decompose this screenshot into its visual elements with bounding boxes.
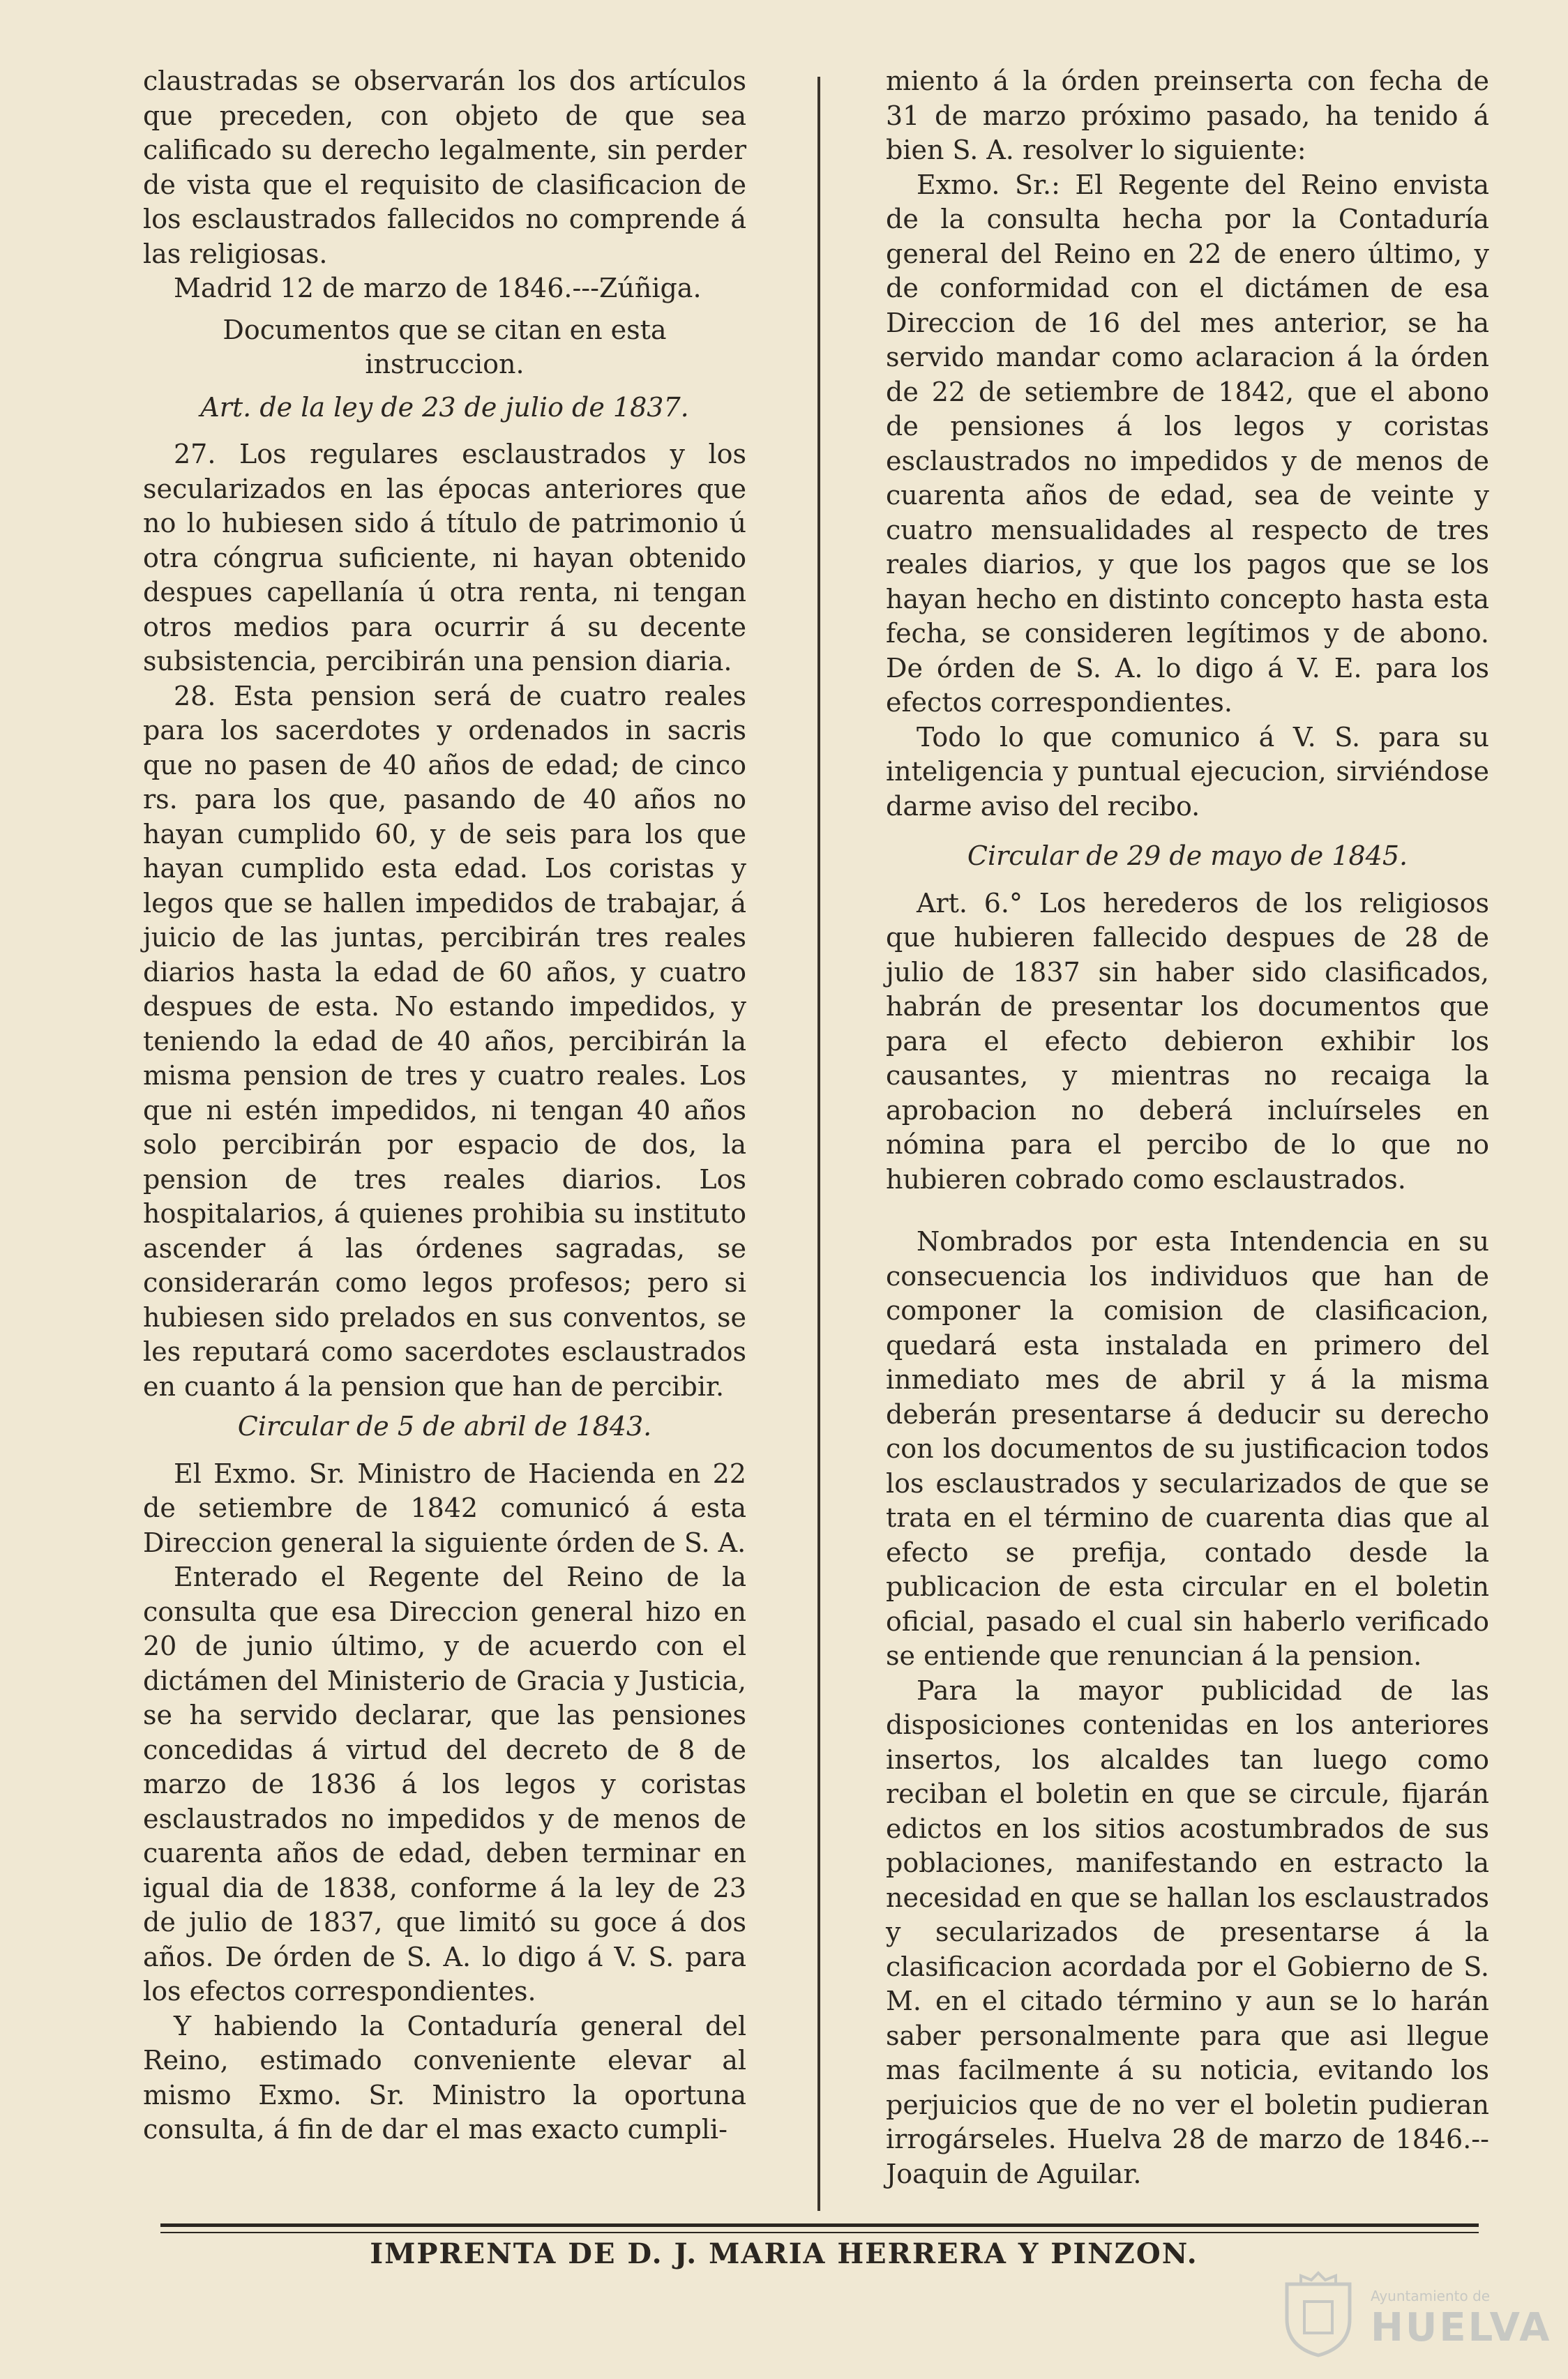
documents-heading: Documentos que se citan en esta instruccion.	[223, 314, 667, 379]
paragraph-todo: Todo lo que comunico á V. S. para su inteligencia y puntual ejecucion, sirviéndose darme aviso del recibo.	[886, 721, 1489, 822]
paragraph-miento: miento á la órden preinserta con fecha de 31 de marzo próximo pasado, ha tenido á bien S. A. resolver lo siguiente:	[886, 66, 1489, 165]
paragraph-enterado: Enterado el Regente del Reino de la consulta que esa Direccion general hizo en 20 de junio último, y de acuerdo con el dictámen del Ministerio de Gracia y Justicia, se ha servido declarar, que las pensiones concedidas á virtud del decreto de 8 de marzo de 1836 á los legos y coristas esclaustrados no impedidos y de menos de cuarenta años de edad, deben terminar en igual dia de 1838, conforme á la ley de 23 de julio de 1837, que limitó su goce á dos años. De órden de S. A. lo digo á V. S. para los efectos correspondientes.	[143, 1562, 746, 2007]
paragraph-nombrados: Nombrados por esta Intendencia en su consecuencia los individuos que han de componer la comision de clasificacion, quedará esta instalada en primero del inmediato mes de abril y á la misma deberán presentarse á deducir su derecho con los documentos de su justificacion todos los esclaustrados y secularizados de que se trata en el término de cuarenta dias que al efecto se prefija, contado desde la publicacion de esta circular en el boletin oficial, pasado el cual sin haberlo verificado se entiende que renuncian á la pension.	[886, 1226, 1489, 1671]
footer-rule-thick	[160, 2223, 1479, 2227]
watermark-small-text: Ayuntamiento de	[1371, 2288, 1491, 2304]
signature-madrid: Madrid 12 de marzo de 1846.---Zúñiga.	[174, 273, 702, 303]
law-heading: Art. de la ley de 23 de julio de 1837.	[200, 391, 689, 423]
huelva-watermark	[1280, 2260, 1552, 2364]
column-divider	[817, 77, 820, 2211]
article-6: Art. 6.° Los herederos de los religiosos que hubieren fallecido despues de 28 de julio de 1837 sin haber sido clasificados, habrán de presentar los documentos que para el efecto debieron exhibir los causantes, y mientras no recaiga la aprobacion no deberá incluírseles en nómina para el percibo de lo que no hubieren cobrado como esclaustrados.	[886, 887, 1489, 1195]
paragraph-publicidad: Para la mayor publicidad de las disposiciones contenidas en los anteriores insertos, los alcaldes tan luego como reciban el boletin en que se circule, fijarán edictos en los sitios acostumbrados de sus poblaciones, manifestando en estracto la necesidad en que se hallan los esclaustrados y secularizados de presentarse á la clasificacion acordada por el Gobierno de S. M. en el citado término y aun se lo harán saber personalmente para que asi llegue mas facilmente á su noticia, evitando los perjuicios que de no ver el boletin pudieran irrogárseles. Huelva 28 de marzo de 1846.--Joaquin de Aguilar.	[886, 1675, 1489, 2189]
watermark-big-text: HUELVA	[1371, 2305, 1552, 2350]
coat-of-arms-icon	[1280, 2270, 1357, 2357]
left-column	[143, 64, 746, 2147]
circular-1843-heading: Circular de 5 de abril de 1843.	[237, 1411, 652, 1442]
paragraph-exmo: El Exmo. Sr. Ministro de Hacienda en 22 de setiembre de 1842 comunicó á esta Direccion general la siguiente órden de S. A.	[143, 1458, 746, 1558]
article-27: 27. Los regulares esclaustrados y los secularizados en las épocas anteriores que no lo hubiesen sido á título de patrimonio ú otra cóngrua suficiente, ni hayan obtenido despues capellanía ú otra renta, ni tengan otros medios para ocurrir á su decente subsistencia, percibirán una pension diaria.	[143, 439, 746, 677]
paragraph-claustradas: claustradas se observarán los dos artículos que preceden, con objeto de que sea calificado su derecho legalmente, sin perder de vista que el requisito de clasificacion de los esclaustrados fallecidos no comprende á las religiosas.	[143, 66, 746, 269]
article-28: 28. Esta pension será de cuatro reales para los sacerdotes y ordenados in sacris que no pasen de 40 años de edad; de cinco rs. para los que, pasando de 40 años no hayan cumplido 60, y de seis para los que hayan cumplido esta edad. Los coristas y legos que se hallen impedidos de trabajar, á juicio de las juntas, percibirán tres reales diarios hasta la edad de 60 años, y cuatro despues de esta. No estando impedidos, y teniendo la edad de 40 años, percibirán la misma pension de tres y cuatro reales. Los que ni estén impedidos, ni tengan 40 años solo percibirán por espacio de dos, la pension de tres reales diarios. Los hospitalarios, á quienes prohibia su instituto ascender á las órdenes sagradas, se considerarán como legos profesos; pero si hubiesen sido prelados en sus conventos, se les reputará como sacerdotes esclaustrados en cuanto á la pension que han de percibir.	[143, 680, 746, 1402]
paragraph-habiendo: Y habiendo la Contaduría general del Reino, estimado conveniente elevar al mismo Exmo. Sr. Ministro la oportuna consulta, á fin de dar el mas exacto cumpli-	[143, 2010, 746, 2145]
circular-1845-heading: Circular de 29 de mayo de 1845.	[967, 840, 1408, 871]
paragraph-regente: Exmo. Sr.: El Regente del Reino envista de la consulta hecha por la Contaduría general del Reino en 22 de enero último, y de conformidad con el dictámen de esa Direccion de 16 del mes anterior, se ha servido mandar como aclaracion á la órden de 22 de setiembre de 1842, que el abono de pensiones á los legos y coristas esclaustrados no impedidos y de menos de cuarenta años de edad, sea de veinte y cuatro mensualidades al respecto de tres reales diarios, y que los pagos que se los hayan hecho en distinto concepto hasta esta fecha, se consideren legítimos y de abono. De órden de S. A. lo digo á V. E. para los efectos correspondientes.	[886, 169, 1489, 718]
imprint-footer: IMPRENTA DE D. J. MARIA HERRERA Y PINZON.	[370, 2237, 1198, 2270]
right-column	[886, 64, 1489, 2191]
footer-rule-thin	[160, 2232, 1479, 2233]
